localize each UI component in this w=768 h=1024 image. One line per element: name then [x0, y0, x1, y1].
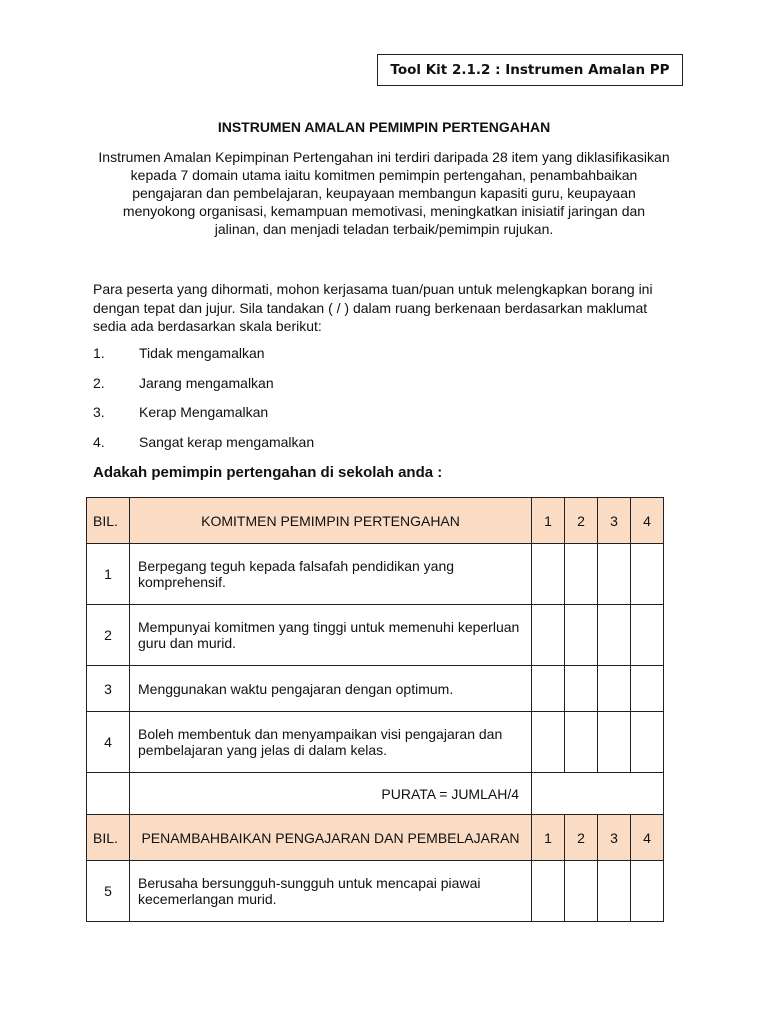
score-header: 2 [565, 815, 598, 861]
toolkit-label: Tool Kit 2.1.2 : Instrumen Amalan PP [390, 62, 670, 78]
score-cell-4[interactable] [631, 666, 664, 712]
scale-label: Tidak mengamalkan [139, 345, 265, 361]
scale-number: 4. [93, 434, 105, 450]
scale-number: 3. [93, 404, 105, 420]
score-cell-1[interactable] [532, 861, 565, 922]
score-cell-4[interactable] [631, 544, 664, 605]
intro-line: jalinan, dan menjadi teladan terbaik/pemimpin rujukan. [214, 221, 554, 237]
intro-line: Instrumen Amalan Kepimpinan Pertengahan ini terdiri daripada 28 item yang diklasifikasikan [98, 149, 670, 165]
score-cell-4[interactable] [631, 605, 664, 666]
score-cell-3[interactable] [598, 544, 631, 605]
score-cell-1[interactable] [532, 605, 565, 666]
intro-line: kepada 7 domain utama iaitu komitmen pemimpin pertengahan, penambahbaikan [130, 167, 638, 183]
score-header: 4 [631, 498, 664, 544]
purata-label: PURATA = JUMLAH/4 [130, 773, 532, 815]
intro-paragraph [88, 148, 680, 238]
score-header: 3 [598, 815, 631, 861]
scale-label: Kerap Mengamalkan [139, 404, 269, 420]
score-cell-1[interactable] [532, 544, 565, 605]
score-header: 2 [565, 498, 598, 544]
scale-label: Jarang mengamalkan [139, 375, 274, 391]
item-text-line: Menggunakan waktu pengajaran dengan optimum. [138, 680, 454, 697]
intro-line: menyokong organisasi, kemampuan memotivasi, meningkatkan inisiatif jaringan dan [122, 203, 646, 219]
item-number: 2 [87, 605, 130, 666]
item-number: 5 [87, 861, 130, 922]
item-text-line: Berpegang teguh kepada falsafah pendidikan yang [138, 558, 455, 574]
score-cell-2[interactable] [565, 544, 598, 605]
scale-number: 2. [93, 375, 105, 391]
item-text [130, 544, 532, 605]
instruction-line: Para peserta yang dihormati, mohon kerjasama tuan/puan untuk melengkapkan borang ini [93, 281, 653, 297]
score-cell-3[interactable] [598, 605, 631, 666]
item-text [130, 712, 532, 773]
section-title: PENAMBAHBAIKAN PENGAJARAN DAN PEMBELAJARAN [130, 815, 532, 861]
instruction-line: sedia ada berdasarkan skala berikut: [93, 318, 322, 334]
question-heading: Adakah pemimpin pertengahan di sekolah anda : [93, 464, 443, 481]
table-row [87, 712, 664, 773]
table-row [87, 544, 664, 605]
score-cell-3[interactable] [598, 712, 631, 773]
score-header: 1 [532, 815, 565, 861]
score-cell-4[interactable] [631, 861, 664, 922]
section-header-row [87, 498, 664, 544]
item-text [130, 605, 532, 666]
item-text [130, 861, 532, 922]
purata-blank [87, 773, 130, 815]
item-text-line: Boleh membentuk dan menyampaikan visi pengajaran dan [138, 726, 503, 742]
score-cell-2[interactable] [565, 666, 598, 712]
item-text-line: Berusaha bersungguh-sungguh untuk mencapai piawai [138, 875, 481, 891]
item-number: 3 [87, 666, 130, 712]
score-header: 4 [631, 815, 664, 861]
score-cell-2[interactable] [565, 605, 598, 666]
score-cell-3[interactable] [598, 666, 631, 712]
bil-header: BIL. [87, 815, 130, 861]
section-title: KOMITMEN PEMIMPIN PERTENGAHAN [130, 498, 532, 544]
scale-number: 1. [93, 345, 105, 361]
item-number: 1 [87, 544, 130, 605]
scale-label: Sangat kerap mengamalkan [139, 434, 315, 450]
item-text-line: kecemerlangan murid. [138, 891, 277, 907]
item-number: 4 [87, 712, 130, 773]
score-cell-2[interactable] [565, 712, 598, 773]
score-header: 3 [598, 498, 631, 544]
purata-row [87, 773, 664, 815]
purata-value-cell[interactable] [532, 773, 664, 815]
item-text-line: Mempunyai komitmen yang tinggi untuk memenuhi keperluan [138, 619, 520, 635]
intro-line: pengajaran dan pembelajaran, keupayaan membangun kapasiti guru, keupayaan [132, 185, 636, 201]
item-text-line: komprehensif. [138, 574, 226, 590]
section-header-row [87, 815, 664, 861]
score-header: 1 [532, 498, 565, 544]
item-text [130, 666, 532, 712]
bil-header: BIL. [87, 498, 130, 544]
instrument-table [86, 497, 664, 922]
instruction-line: dengan tepat dan jujur. Sila tandakan ( / ) dalam ruang berkenaan berdasarkan maklumat [93, 299, 648, 316]
document-title: INSTRUMEN AMALAN PEMIMPIN PERTENGAHAN [217, 119, 551, 135]
score-cell-1[interactable] [532, 712, 565, 773]
score-cell-4[interactable] [631, 712, 664, 773]
item-text-line: guru dan murid. [138, 635, 237, 651]
table-row [87, 861, 664, 922]
score-cell-1[interactable] [532, 666, 565, 712]
score-cell-3[interactable] [598, 861, 631, 922]
table-row [87, 605, 664, 666]
table-row [87, 666, 664, 712]
item-text-line: pembelajaran yang jelas di dalam kelas. [138, 742, 388, 758]
instruction-paragraph [93, 280, 693, 336]
score-cell-2[interactable] [565, 861, 598, 922]
toolkit-label-box [377, 54, 683, 86]
